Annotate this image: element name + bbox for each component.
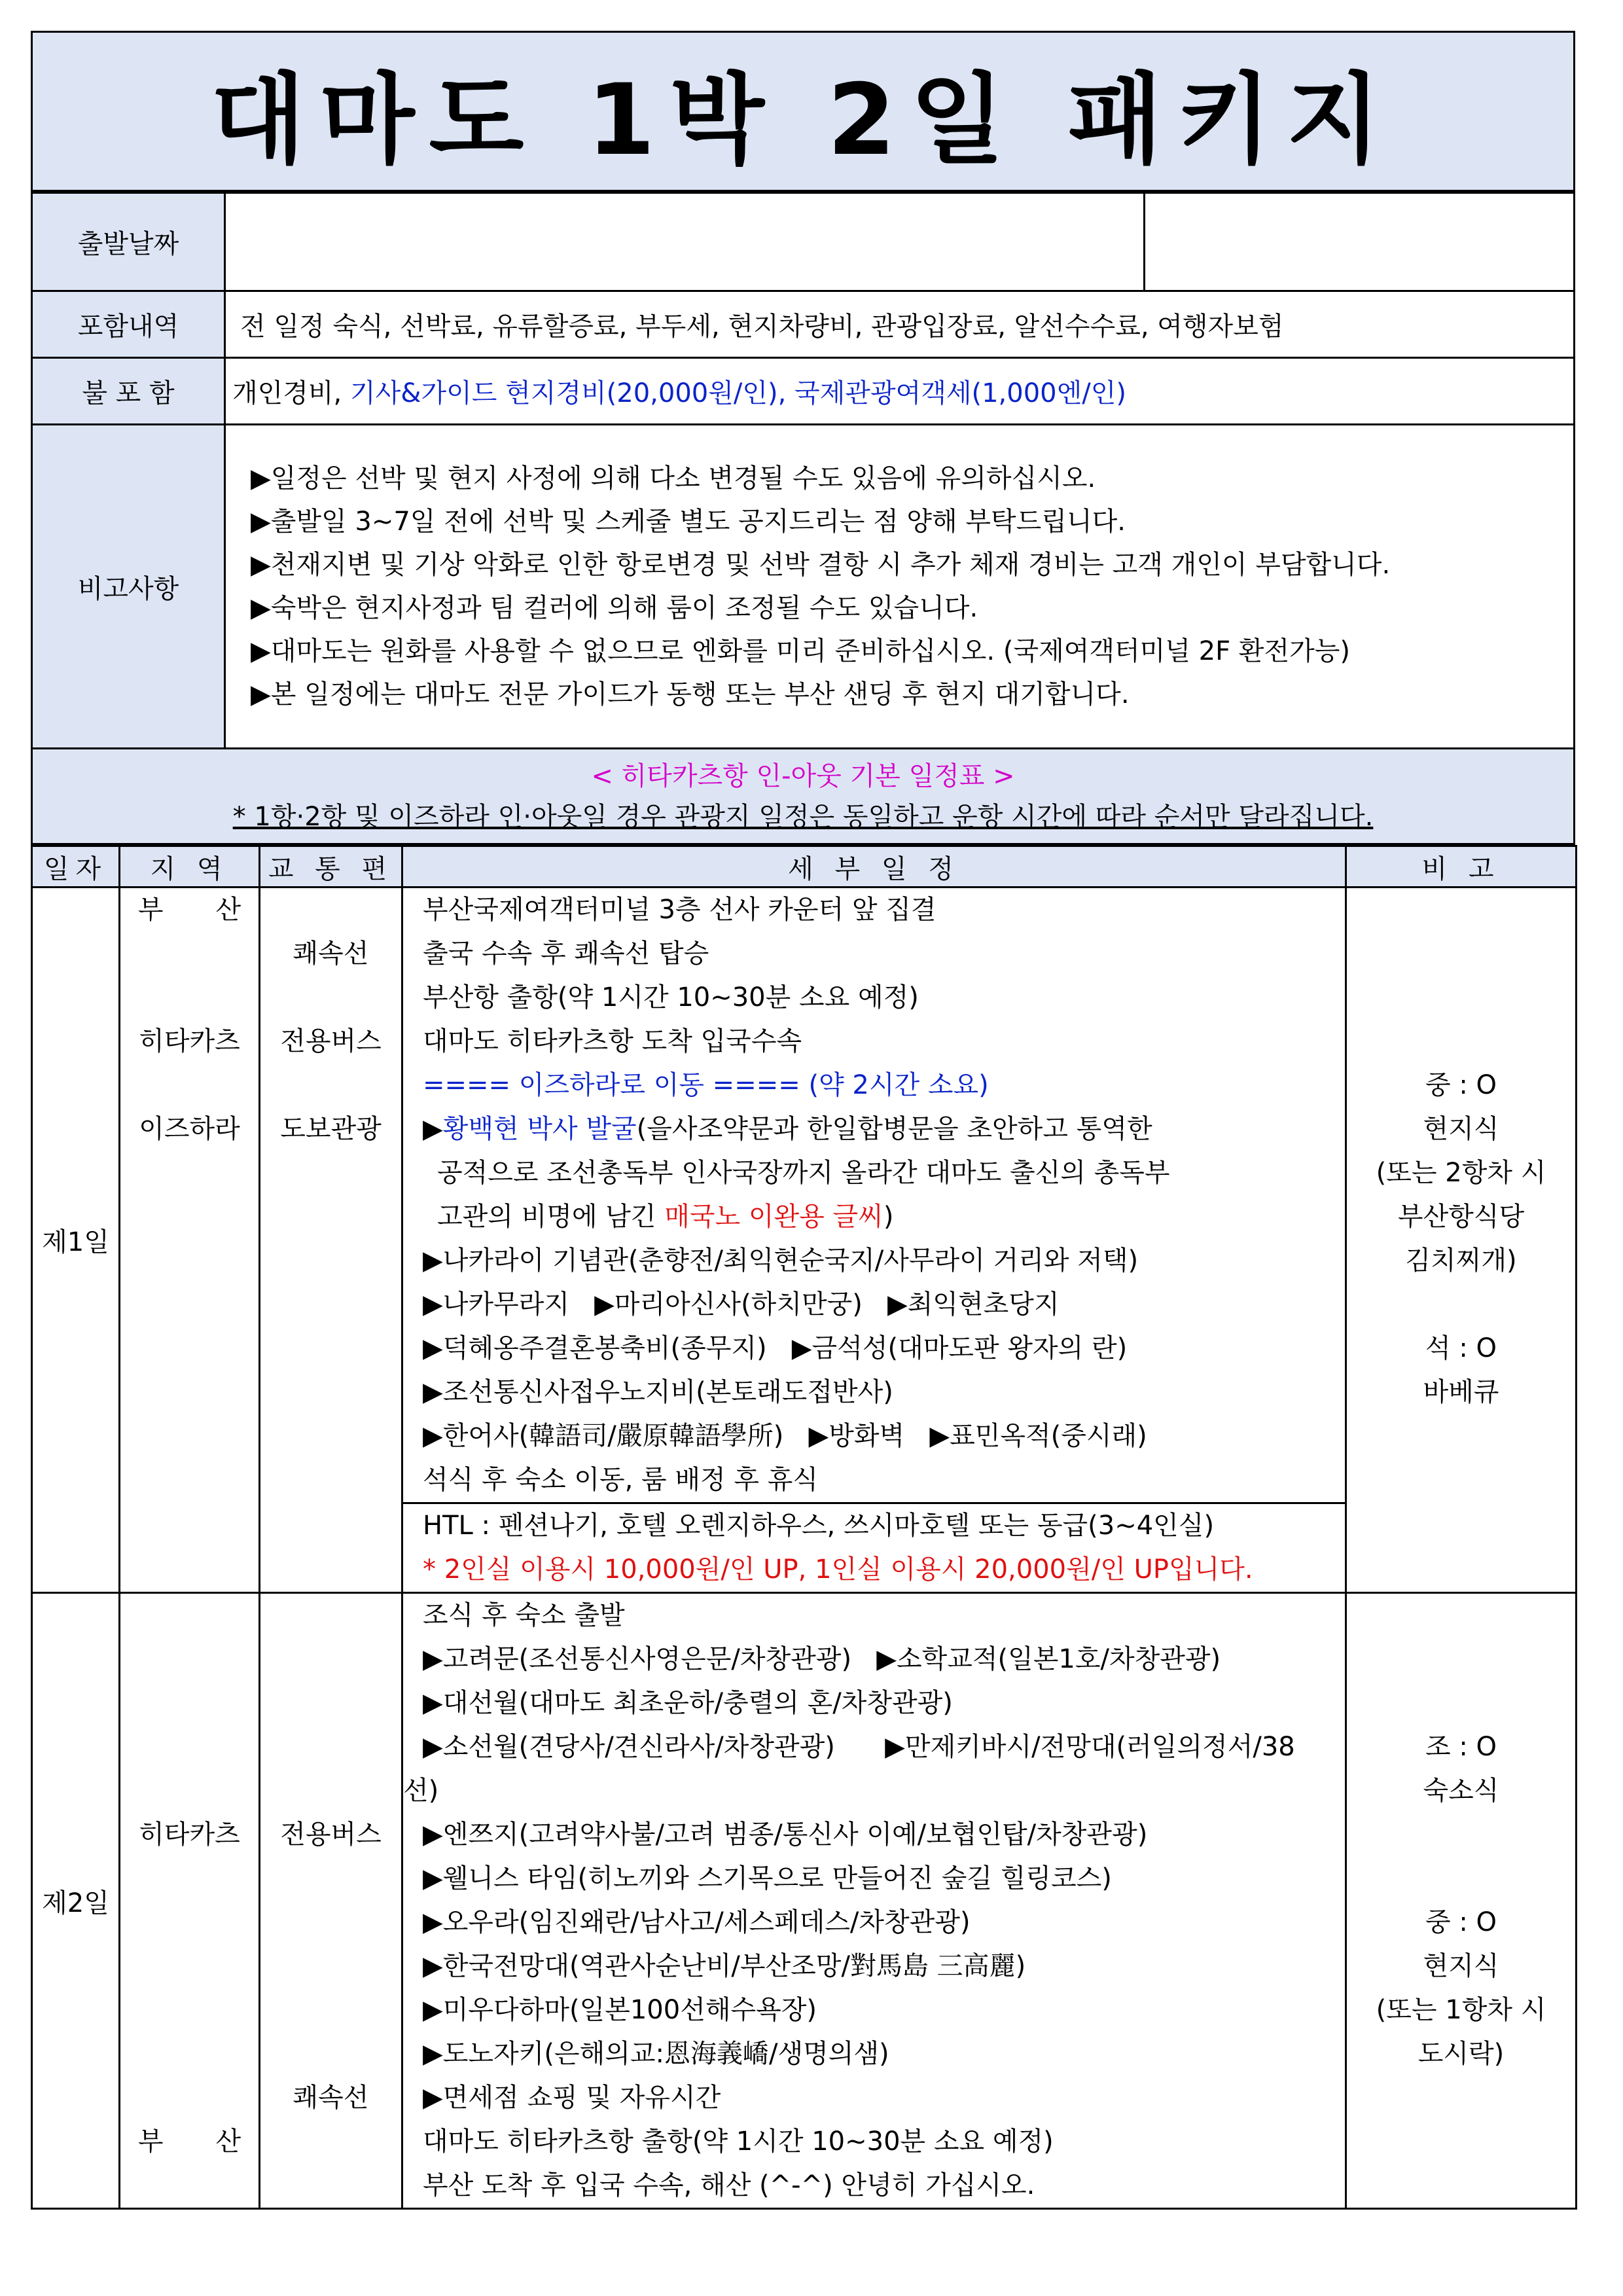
detail-line: 부산국제여객터미널 3층 선사 카운터 앞 집결 <box>423 895 936 925</box>
detail-line: ▶도노자키(은해의교:恩海義嶠/생명의샘) <box>423 2039 889 2069</box>
detail-line: 대마도 히타카츠항 출항(약 1시간 10~30분 소요 예정) <box>423 2126 1054 2157</box>
header-transport: 교 통 편 <box>260 846 402 888</box>
header-region: 지 역 <box>120 846 260 888</box>
excluded-value <box>225 358 1575 425</box>
remark-item: ▶천재지변 및 기상 악화로 인한 항로변경 및 선박 결항 시 추가 체재 경비는 고객 개인이 부담합니다. <box>251 550 1391 580</box>
day2-region <box>120 1593 260 2209</box>
meal-note: 도시락) <box>1418 2039 1505 2069</box>
day2-transport <box>260 1593 402 2209</box>
detail-line: ▶한국전망대(역관사순난비/부산조망/對馬島 三高麗) <box>423 1951 1026 1981</box>
detail-line: ▶황백현 박사 발굴(을사조약문과 한일합병문을 초안하고 통역한 <box>423 1114 1152 1144</box>
detail-line: 부산항 출항(약 1시간 10~30분 소요 예정) <box>423 982 919 1013</box>
banner-title: < 히타카츠항 인-아웃 기본 일정표 > <box>591 761 1015 791</box>
meal-dinner: 석 : O <box>1425 1333 1497 1363</box>
meal-breakfast: 조 : O <box>1425 1732 1497 1762</box>
day1-region <box>120 888 260 1593</box>
transport-bus: 전용버스 <box>280 1820 382 1850</box>
remark-item: ▶일정은 선박 및 현지 사정에 의해 다소 변경될 수도 있음에 유의하십시오. <box>251 463 1096 493</box>
header-note: 비 고 <box>1346 846 1577 888</box>
detail-line: 부산 도착 후 입국 수속, 해산 (^-^) 안녕히 가십시오. <box>423 2170 1035 2200</box>
day2-detail <box>402 1593 1346 2209</box>
meal-note: 현지식 <box>1423 1114 1499 1144</box>
detail-line: 공적으로 조선총독부 인사국장까지 올라간 대마도 출신의 총독부 <box>437 1158 1170 1188</box>
meal-note: 바베큐 <box>1423 1377 1499 1407</box>
transport-ferry: 쾌속선 <box>293 939 369 969</box>
header-detail: 세 부 일 정 <box>402 846 1346 888</box>
highlight-discovery: 황백현 박사 발굴 <box>442 1114 637 1144</box>
detail-line: 선) <box>403 1776 439 1806</box>
detail-line: ▶미우다하마(일본100선해수욕장) <box>423 1995 817 2025</box>
meal-note: (또는 1항차 시 <box>1376 1995 1546 2025</box>
included-value: 전 일정 숙식, 선박료, 유류할증료, 부두세, 현지차량비, 관광입장료, 알선수수료, 여행자보험 <box>225 291 1575 358</box>
meal-note: 숙소식 <box>1423 1776 1499 1806</box>
detail-line: ▶고려문(조선통신사영은문/차창관광) ▶소학교적(일본1호/차창관광) <box>423 1644 1221 1674</box>
included-label: 포함내역 <box>32 291 225 358</box>
surcharge-line: * 2인실 이용시 10,000원/인 UP, 1인실 이용시 20,000원/인 UP입니다. <box>423 1554 1253 1585</box>
info-table <box>31 192 1575 749</box>
detail-line: ▶소선월(견당사/견신라사/차창관광) ▶만제키바시/전망대(러일의정서/38 <box>423 1732 1295 1762</box>
excluded-blue-text: 기사&가이드 현지경비(20,000원/인), 국제관광여객세(1,000엔/인) <box>350 378 1126 408</box>
day1-row <box>32 888 1577 1593</box>
remarks-list <box>225 425 1575 749</box>
departure-value[interactable] <box>225 193 1145 291</box>
header-date: 일자 <box>32 846 120 888</box>
region-busan: 부 산 <box>137 895 241 925</box>
transport-ferry: 쾌속선 <box>293 2083 369 2113</box>
region-hitakatsu: 히타카츠 <box>139 1820 240 1850</box>
meal-note: 현지식 <box>1423 1951 1499 1981</box>
region-izuhara: 이즈하라 <box>139 1114 240 1144</box>
transport-bus: 전용버스 <box>280 1026 382 1056</box>
remark-item: ▶숙박은 현지사정과 팀 컬러에 의해 룸이 조정될 수도 있습니다. <box>251 593 978 623</box>
detail-line: ▶웰니스 타임(히노끼와 스기목으로 만들어진 숲길 힐링코스) <box>423 1863 1112 1893</box>
remarks-row <box>32 425 1575 749</box>
detail-line: ▶나카라이 기념관(춘향전/최익현순국지/사무라이 거리와 저택) <box>423 1246 1139 1276</box>
detail-line: ▶덕혜옹주결혼봉축비(종무지) ▶금석성(대마도판 왕자의 란) <box>423 1333 1128 1363</box>
day2-meals <box>1346 1593 1577 2209</box>
transport-walking: 도보관광 <box>280 1114 382 1144</box>
day1-transport <box>260 888 402 1593</box>
detail-line: ▶대선월(대마도 최초운하/충렬의 혼/차창관광) <box>423 1688 953 1718</box>
remark-item: ▶대마도는 원화를 사용할 수 없으므로 엔화를 미리 준비하십시오. (국제여객터미널 2F 환전가능) <box>251 636 1350 666</box>
detail-line: 조식 후 숙소 출발 <box>423 1600 625 1630</box>
day2-label: 제2일 <box>32 1593 120 2209</box>
day2-row <box>32 1593 1577 2209</box>
hotel-line: HTL : 펜션나기, 호텔 오렌지하우스, 쓰시마호텔 또는 동급(3~4인실) <box>403 1502 1345 1548</box>
day1-meals <box>1346 888 1577 1593</box>
remarks-label: 비고사항 <box>32 425 225 749</box>
detail-line-transfer: ==== 이즈하라로 이동 ==== (약 2시간 소요) <box>423 1070 989 1100</box>
detail-line: 석식 후 숙소 이동, 룸 배정 후 휴식 <box>423 1465 819 1495</box>
schedule-header <box>32 846 1577 888</box>
region-busan: 부 산 <box>137 2126 241 2157</box>
detail-line: ▶엔쯔지(고려약사불/고려 범종/통신사 이예/보협인탑/차창관광) <box>423 1820 1148 1850</box>
detail-line: 대마도 히타카츠항 도착 입국수속 <box>423 1026 802 1056</box>
remark-item: ▶출발일 3~7일 전에 선박 및 스케줄 별도 공지드리는 점 양해 부탁드립니다. <box>251 507 1126 537</box>
excluded-prefix: 개인경비, <box>232 378 350 408</box>
departure-label: 출발날짜 <box>32 193 225 291</box>
schedule-banner <box>31 749 1575 845</box>
page-title: 대마도 1박 2일 패키지 <box>31 31 1575 192</box>
package-sheet <box>31 31 1575 2210</box>
detail-line: 출국 수속 후 쾌속선 탑승 <box>423 939 709 969</box>
detail-line: ▶조선통신사접우노지비(본토래도접반사) <box>423 1377 893 1407</box>
highlight-traitor: 매국노 이완용 글씨 <box>664 1202 883 1232</box>
departure-extra[interactable] <box>1145 193 1575 291</box>
detail-line: 고관의 비명에 남긴 매국노 이완용 글씨) <box>437 1202 894 1232</box>
meal-lunch: 중 : O <box>1425 1907 1497 1937</box>
meal-note: (또는 2항차 시 <box>1376 1158 1546 1188</box>
remark-item: ▶본 일정에는 대마도 전문 가이드가 동행 또는 부산 샌딩 후 현지 대기합니다. <box>251 679 1130 709</box>
detail-line: ▶면세점 쇼핑 및 자유시간 <box>423 2083 721 2113</box>
excluded-row <box>32 358 1575 425</box>
schedule-table <box>31 845 1577 2210</box>
detail-line: ▶나카무라지 ▶마리아신사(하치만궁) ▶최익현초당지 <box>423 1289 1060 1319</box>
meal-note: 김치찌개) <box>1405 1246 1517 1276</box>
departure-row <box>32 193 1575 291</box>
day1-detail <box>402 888 1346 1593</box>
included-row <box>32 291 1575 358</box>
detail-line: ▶오우라(임진왜란/남사고/세스페데스/차창관광) <box>423 1907 971 1937</box>
excluded-label: 불 포 함 <box>32 358 225 425</box>
meal-lunch: 중 : O <box>1425 1070 1497 1100</box>
banner-note: * 1항·2항 및 이즈하라 인·아웃일 경우 관광지 일정은 동일하고 운항 시간에 따라 순서만 달라집니다. <box>232 802 1374 832</box>
region-hitakatsu: 히타카츠 <box>139 1026 240 1056</box>
meal-note: 부산항식당 <box>1397 1202 1525 1232</box>
detail-line: ▶한어사(韓語司/嚴原韓語學所) ▶방화벽 ▶표민옥적(중시래) <box>423 1421 1147 1451</box>
day1-label: 제1일 <box>32 888 120 1593</box>
